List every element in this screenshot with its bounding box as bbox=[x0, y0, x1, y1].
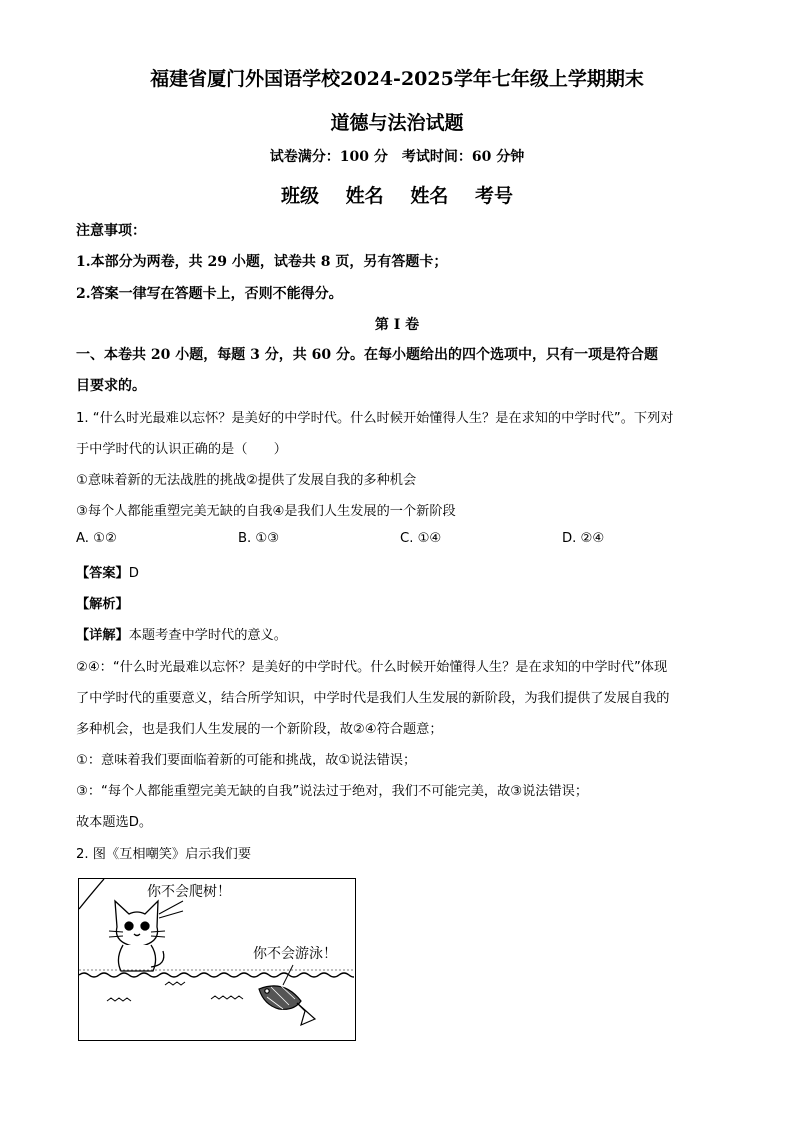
fish-illustration bbox=[259, 984, 315, 1025]
answer-tag: 【答案】 bbox=[76, 566, 129, 581]
field-exam-number: 考号 bbox=[474, 185, 513, 207]
exam-meta: 试卷满分：100 分 考试时间：60 分钟 bbox=[269, 149, 525, 165]
q1-detail bbox=[76, 624, 287, 643]
section-instruction-1: 一、本卷共 20 小题，每题 3 分，共 60 分。在每小题给出的四个选项中，只有一项是符合题 bbox=[76, 347, 658, 363]
q1-statements-2: ③每个人都能重塑完美无缺的自我④是我们人生发展的一个新阶段 bbox=[76, 504, 456, 519]
page-title: 福建省厦门外国语学校2024-2025学年七年级上学期期末 bbox=[150, 68, 644, 90]
q1-stem-1: 1. “什么时光最难以忘怀？是美好的中学时代。什么时候开始懂得人生？是在求知的中学时代”。下列对 bbox=[76, 411, 674, 426]
section-title: 第 I 卷 bbox=[374, 317, 420, 333]
cat-illustration bbox=[109, 901, 165, 971]
field-name-2: 姓名 bbox=[410, 185, 449, 207]
q1-explain-1: ②④：“什么时光最难以忘怀？是美好的中学时代。什么时候开始懂得人生？是在求知的中学时代”体现 bbox=[76, 660, 668, 675]
notice-item-1: 1.本部分为两卷，共 29 小题，试卷共 8 页，另有答题卡； bbox=[76, 254, 448, 270]
field-class: 班级 bbox=[281, 185, 320, 207]
student-fields bbox=[0, 181, 794, 208]
q1-option-b: B. ①③ bbox=[238, 531, 280, 546]
cat-speech-text: 你不会爬树！ bbox=[147, 884, 231, 900]
q1-option-c: C. ①④ bbox=[400, 531, 442, 546]
q1-stem-2: 于中学时代的认识正确的是（ ） bbox=[76, 442, 287, 457]
q1-analysis bbox=[76, 593, 129, 612]
q1-explain-4: ①：意味着我们要面临着新的可能和挑战，故①说法错误； bbox=[76, 753, 417, 768]
q2-stem: 2. 图《互相嘲笑》启示我们要 bbox=[76, 847, 252, 862]
section-instruction-2: 目要求的。 bbox=[76, 378, 146, 394]
q1-explain-2: 了中学时代的重要意义，结合所学知识，中学时代是我们人生发展的新阶段，为我们提供了发展自我的 bbox=[76, 691, 670, 706]
detail-tag: 【详解】 bbox=[76, 628, 129, 643]
answer-value: D bbox=[128, 566, 139, 581]
fish-speech-text: 你不会游泳！ bbox=[253, 946, 337, 962]
q1-explain-3: 多种机会，也是我们人生发展的一个新阶段，故②④符合题意； bbox=[76, 722, 443, 737]
q1-option-a: A. ①② bbox=[76, 531, 117, 546]
detail-text: 本题考查中学时代的意义。 bbox=[128, 628, 287, 643]
page-subtitle: 道德与法治试题 bbox=[330, 112, 464, 134]
field-name: 姓名 bbox=[345, 185, 384, 207]
q1-option-d: D. ②④ bbox=[562, 531, 605, 546]
q1-statements-1: ①意味着新的无法战胜的挑战②提供了发展自我的多种机会 bbox=[76, 473, 417, 488]
notice-item-2: 2.答案一律写在答题卡上，否则不能得分。 bbox=[76, 286, 343, 302]
q1-explain-6: 故本题选D。 bbox=[76, 815, 153, 830]
notice-heading: 注意事项： bbox=[76, 223, 146, 239]
q1-explain-5: ③：“每个人都能重塑完美无缺的自我”说法过于绝对，我们不可能完美，故③说法错误； bbox=[76, 784, 589, 799]
cartoon-figure bbox=[78, 878, 356, 1041]
q1-answer bbox=[76, 562, 139, 581]
analysis-tag: 【解析】 bbox=[76, 597, 129, 612]
